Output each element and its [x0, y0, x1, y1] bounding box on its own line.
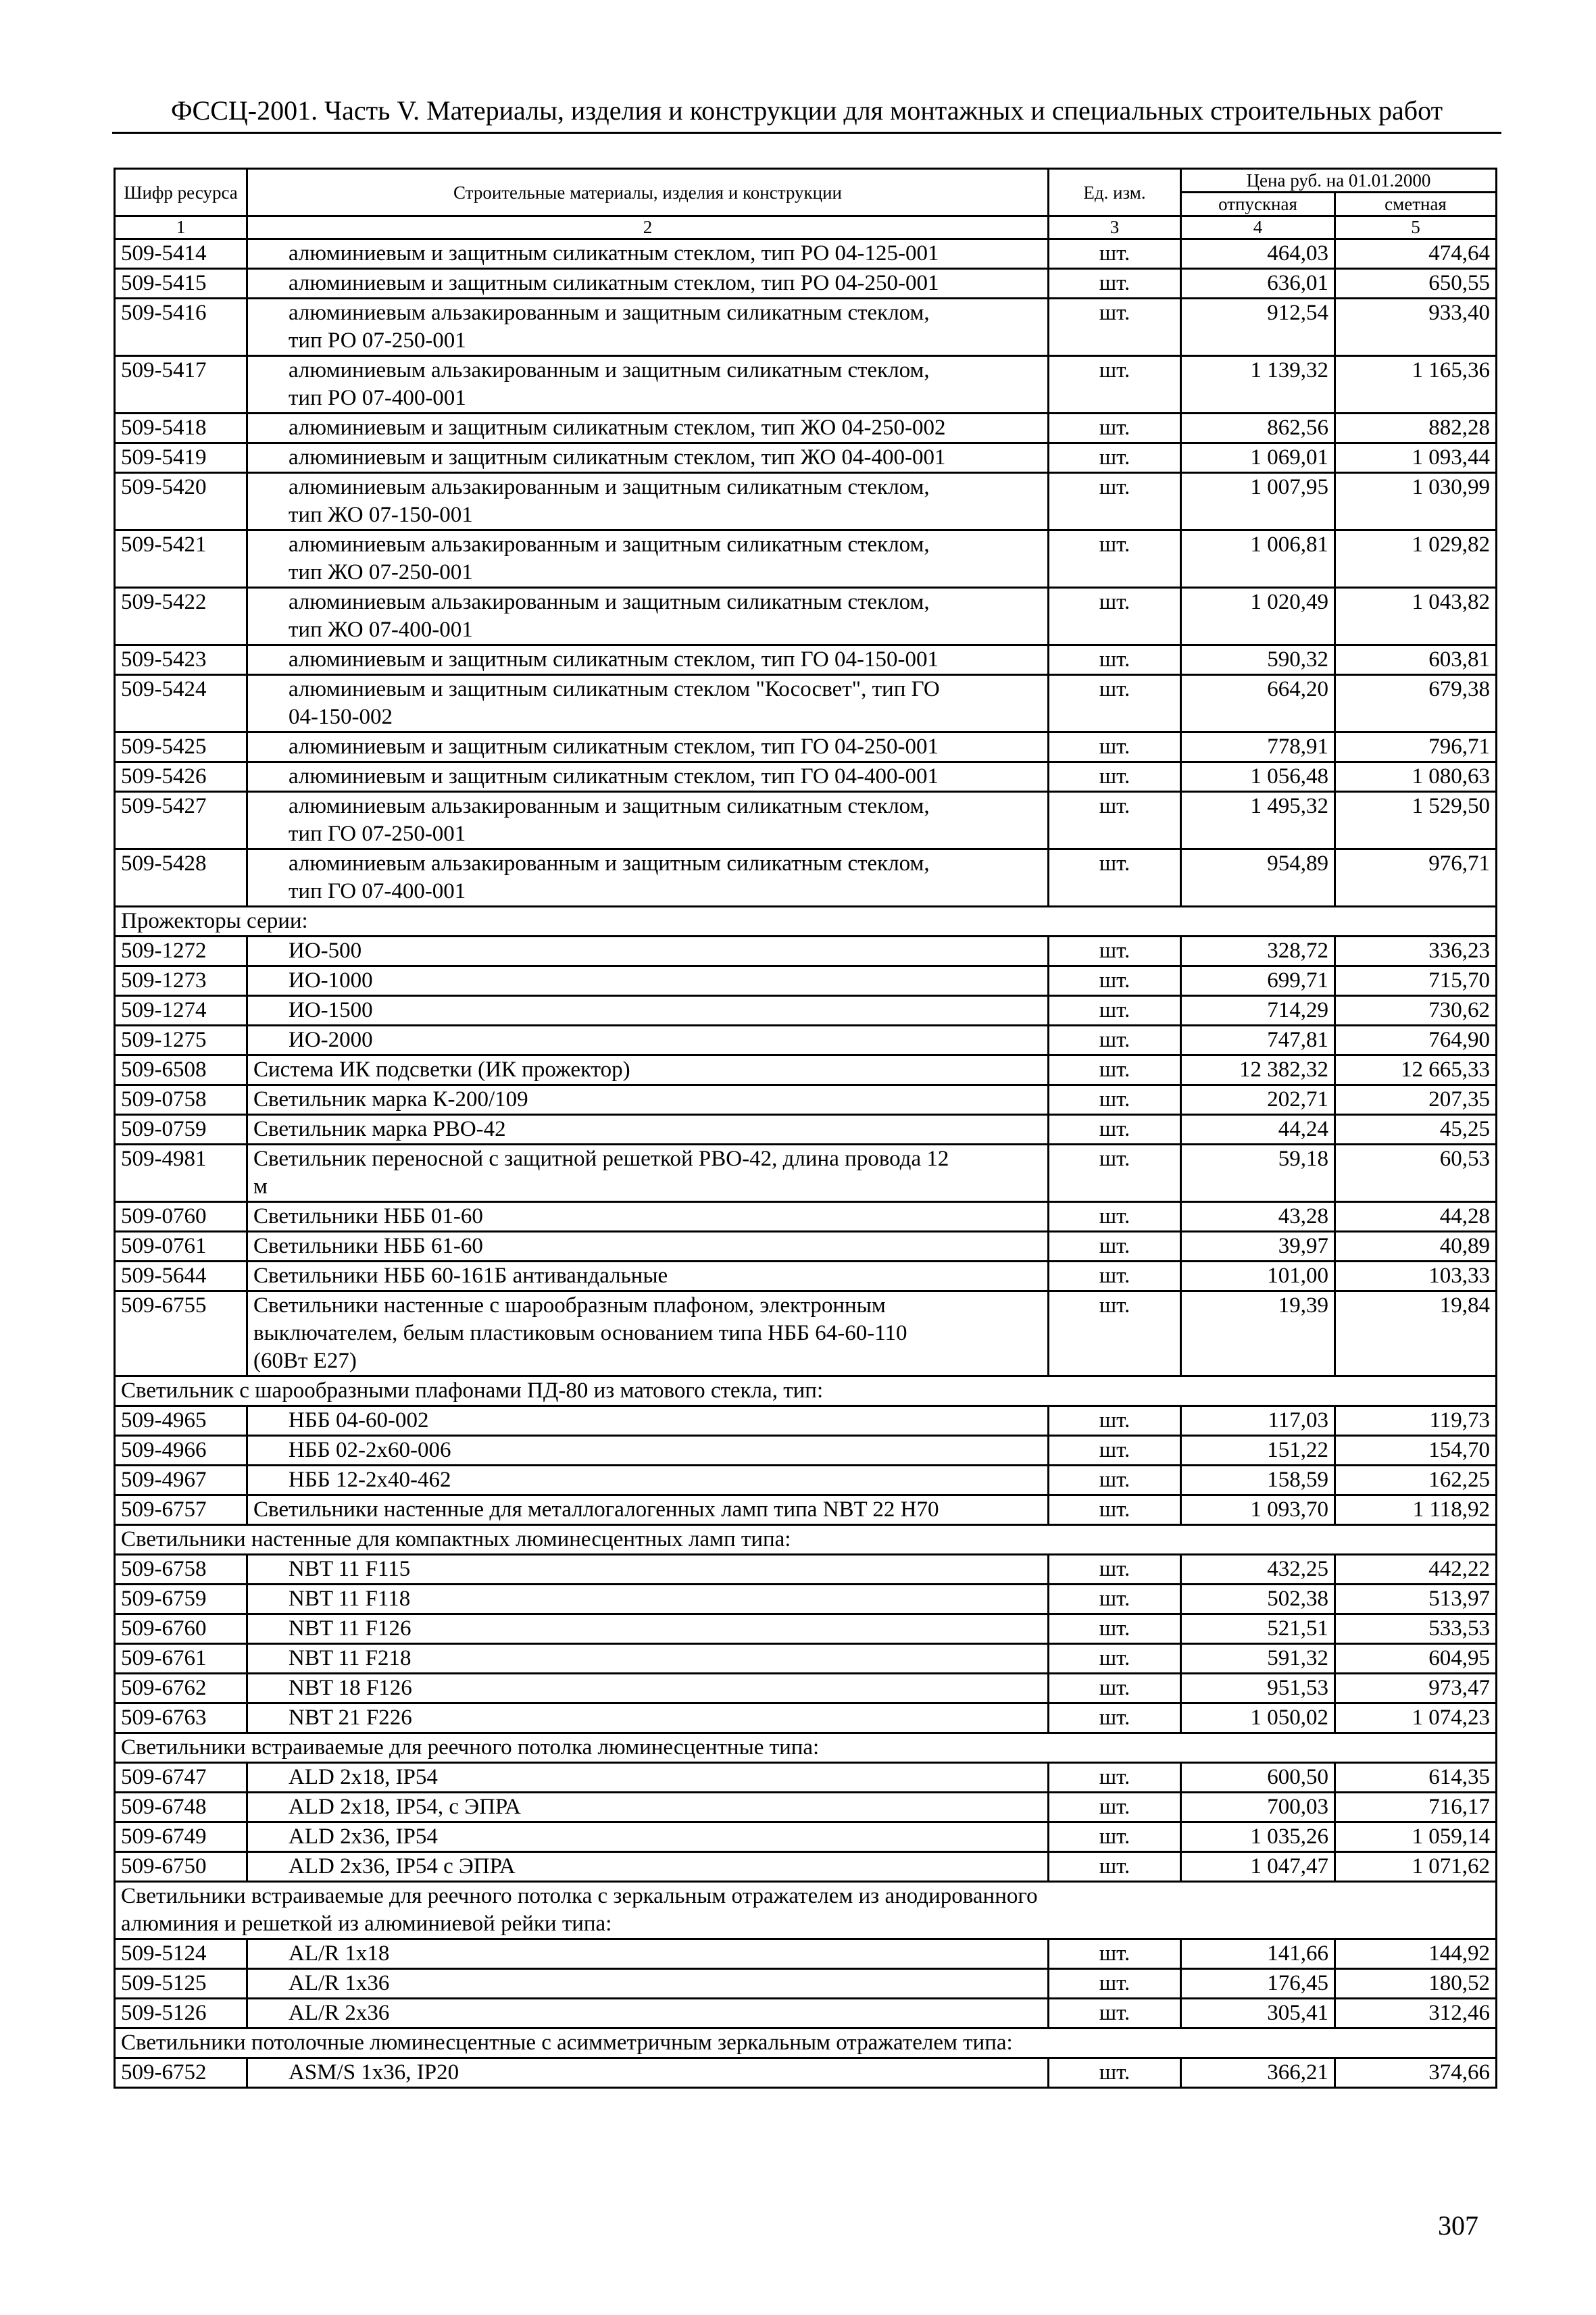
estimate-price-cell: 180,52 — [1335, 1969, 1497, 1999]
table-head — [115, 169, 1497, 239]
estimate-price-cell: 144,92 — [1335, 1939, 1497, 1969]
name-cell: ИО-1000 — [247, 966, 1049, 996]
table-row — [115, 299, 1497, 356]
table-row — [115, 239, 1497, 269]
unit-cell: шт. — [1049, 732, 1181, 762]
name-cell: Светильники настенные с шарообразным плафоном, электронным выключателем, белым пластиковым основанием типа НББ 64-60-110 (60Вт Е27) — [247, 1291, 1049, 1376]
release-price-cell: 951,53 — [1181, 1674, 1335, 1703]
estimate-price-cell: 1 074,23 — [1335, 1703, 1497, 1733]
release-price-cell: 12 382,32 — [1181, 1055, 1335, 1085]
code-cell: 509-5418 — [115, 414, 247, 443]
code-cell: 509-5427 — [115, 792, 247, 849]
section-title: Светильник с шарообразными плафонами ПД-80 из матового стекла, тип: — [115, 1376, 1497, 1406]
unit-cell: шт. — [1049, 1939, 1181, 1969]
col-number-3: 3 — [1049, 216, 1181, 239]
code-cell: 509-5644 — [115, 1262, 247, 1291]
name-cell: Светильник переносной с защитной решеткой РВО-42, длина провода 12 м — [247, 1145, 1049, 1202]
name-cell: ALD 2x18, IP54, с ЭПРА — [247, 1793, 1049, 1822]
name-cell: алюминиевым и защитным силикатным стеклом, тип ГО 04-400-001 — [247, 762, 1049, 792]
code-cell: 509-6760 — [115, 1614, 247, 1644]
unit-cell: шт. — [1049, 299, 1181, 356]
release-price-cell: 1 139,32 — [1181, 356, 1335, 414]
section-title: Светильники встраиваемые для реечного потолка с зеркальным отражателем из анодированного алюминия и решеткой из алюминиевой рейки типа: — [115, 1882, 1497, 1939]
table-row — [115, 849, 1497, 907]
table-row — [115, 1495, 1497, 1525]
code-cell: 509-6508 — [115, 1055, 247, 1085]
release-price-cell: 328,72 — [1181, 937, 1335, 966]
section-row — [115, 1376, 1497, 1406]
unit-cell: шт. — [1049, 937, 1181, 966]
table-row — [115, 792, 1497, 849]
estimate-price-cell: 513,97 — [1335, 1585, 1497, 1614]
unit-cell: шт. — [1049, 1703, 1181, 1733]
code-cell: 509-5425 — [115, 732, 247, 762]
code-cell: 509-5419 — [115, 443, 247, 473]
table-row — [115, 414, 1497, 443]
estimate-price-cell: 1 165,36 — [1335, 356, 1497, 414]
estimate-price-cell: 1 529,50 — [1335, 792, 1497, 849]
unit-cell: шт. — [1049, 849, 1181, 907]
col-unit-header: Ед. изм. — [1049, 169, 1181, 216]
release-price-cell: 747,81 — [1181, 1026, 1335, 1055]
table-row — [115, 1055, 1497, 1085]
unit-cell: шт. — [1049, 1085, 1181, 1115]
release-price-cell: 590,32 — [1181, 645, 1335, 675]
release-price-cell: 101,00 — [1181, 1262, 1335, 1291]
release-price-cell: 117,03 — [1181, 1406, 1335, 1436]
estimate-price-cell: 60,53 — [1335, 1145, 1497, 1202]
estimate-price-cell: 1 080,63 — [1335, 762, 1497, 792]
estimate-price-cell: 882,28 — [1335, 414, 1497, 443]
unit-cell: шт. — [1049, 414, 1181, 443]
release-price-cell: 636,01 — [1181, 269, 1335, 299]
table-row — [115, 1703, 1497, 1733]
code-cell: 509-6750 — [115, 1852, 247, 1882]
code-cell: 509-5126 — [115, 1999, 247, 2028]
code-cell: 509-6758 — [115, 1555, 247, 1585]
table-row — [115, 996, 1497, 1026]
release-price-cell: 954,89 — [1181, 849, 1335, 907]
code-cell: 509-6752 — [115, 2058, 247, 2088]
release-price-cell: 1 006,81 — [1181, 530, 1335, 588]
unit-cell: шт. — [1049, 588, 1181, 645]
table-row — [115, 1555, 1497, 1585]
table-row — [115, 1852, 1497, 1882]
release-price-cell: 1 035,26 — [1181, 1822, 1335, 1852]
name-cell: ALD 2x18, IP54 — [247, 1763, 1049, 1793]
estimate-price-cell: 1 029,82 — [1335, 530, 1497, 588]
page-number: 307 — [1438, 2210, 1478, 2241]
code-cell: 509-1272 — [115, 937, 247, 966]
table-row — [115, 1202, 1497, 1232]
release-price-cell: 158,59 — [1181, 1466, 1335, 1495]
name-cell: Светильники НББ 60-161Б антивандальные — [247, 1262, 1049, 1291]
name-cell: NBT 11 F118 — [247, 1585, 1049, 1614]
table-row — [115, 1763, 1497, 1793]
table-row — [115, 1585, 1497, 1614]
estimate-price-cell: 12 665,33 — [1335, 1055, 1497, 1085]
unit-cell: шт. — [1049, 1999, 1181, 2028]
unit-cell: шт. — [1049, 1644, 1181, 1674]
unit-cell: шт. — [1049, 1555, 1181, 1585]
name-cell: NBT 21 F226 — [247, 1703, 1049, 1733]
release-price-cell: 1 050,02 — [1181, 1703, 1335, 1733]
code-cell: 509-5422 — [115, 588, 247, 645]
table-row — [115, 966, 1497, 996]
table-body — [115, 239, 1497, 2088]
unit-cell: шт. — [1049, 966, 1181, 996]
release-price-cell: 202,71 — [1181, 1085, 1335, 1115]
code-cell: 509-1275 — [115, 1026, 247, 1055]
table-row — [115, 1436, 1497, 1466]
name-cell: Система ИК подсветки (ИК прожектор) — [247, 1055, 1049, 1085]
table-row — [115, 1466, 1497, 1495]
unit-cell: шт. — [1049, 1115, 1181, 1145]
name-cell: НББ 12-2х40-462 — [247, 1466, 1049, 1495]
unit-cell: шт. — [1049, 1055, 1181, 1085]
section-row — [115, 1525, 1497, 1555]
release-price-cell: 151,22 — [1181, 1436, 1335, 1466]
release-price-cell: 1 020,49 — [1181, 588, 1335, 645]
name-cell: Светильники НББ 61-60 — [247, 1232, 1049, 1262]
code-cell: 509-6763 — [115, 1703, 247, 1733]
unit-cell: шт. — [1049, 1145, 1181, 1202]
table-row — [115, 1262, 1497, 1291]
unit-cell: шт. — [1049, 645, 1181, 675]
unit-cell: шт. — [1049, 1026, 1181, 1055]
section-row — [115, 907, 1497, 937]
estimate-price-cell: 19,84 — [1335, 1291, 1497, 1376]
table-row — [115, 1145, 1497, 1202]
release-price-cell: 176,45 — [1181, 1969, 1335, 1999]
name-cell: алюминиевым и защитным силикатным стеклом, тип ЖО 04-400-001 — [247, 443, 1049, 473]
estimate-price-cell: 614,35 — [1335, 1763, 1497, 1793]
code-cell: 509-5423 — [115, 645, 247, 675]
name-cell: Светильники настенные для металлогалогенных ламп типа NBT 22 H70 — [247, 1495, 1049, 1525]
name-cell: NBT 11 F115 — [247, 1555, 1049, 1585]
table-row — [115, 1939, 1497, 1969]
code-cell: 509-6762 — [115, 1674, 247, 1703]
table-row — [115, 675, 1497, 732]
unit-cell: шт. — [1049, 356, 1181, 414]
estimate-price-cell: 442,22 — [1335, 1555, 1497, 1585]
name-cell: алюминиевым и защитным силикатным стеклом, тип РО 04-250-001 — [247, 269, 1049, 299]
unit-cell: шт. — [1049, 443, 1181, 473]
name-cell: алюминиевым и защитным силикатным стеклом "Кососвет", тип ГО 04-150-002 — [247, 675, 1049, 732]
estimate-price-cell: 933,40 — [1335, 299, 1497, 356]
code-cell: 509-5426 — [115, 762, 247, 792]
release-price-cell: 44,24 — [1181, 1115, 1335, 1145]
estimate-price-cell: 44,28 — [1335, 1202, 1497, 1232]
code-cell: 509-0760 — [115, 1202, 247, 1232]
release-price-cell: 700,03 — [1181, 1793, 1335, 1822]
unit-cell: шт. — [1049, 1822, 1181, 1852]
name-cell: ALD 2x36, IP54 — [247, 1822, 1049, 1852]
table-row — [115, 645, 1497, 675]
estimate-price-cell: 374,66 — [1335, 2058, 1497, 2088]
unit-cell: шт. — [1049, 1674, 1181, 1703]
release-price-cell: 912,54 — [1181, 299, 1335, 356]
unit-cell: шт. — [1049, 1291, 1181, 1376]
release-price-cell: 432,25 — [1181, 1555, 1335, 1585]
code-cell: 509-0759 — [115, 1115, 247, 1145]
table-row — [115, 1232, 1497, 1262]
table-row — [115, 356, 1497, 414]
release-price-cell: 699,71 — [1181, 966, 1335, 996]
unit-cell: шт. — [1049, 1495, 1181, 1525]
unit-cell: шт. — [1049, 239, 1181, 269]
estimate-price-cell: 103,33 — [1335, 1262, 1497, 1291]
name-cell: ИО-1500 — [247, 996, 1049, 1026]
estimate-price-cell: 716,17 — [1335, 1793, 1497, 1822]
code-cell: 509-4981 — [115, 1145, 247, 1202]
release-price-cell: 43,28 — [1181, 1202, 1335, 1232]
code-cell: 509-5414 — [115, 239, 247, 269]
estimate-price-cell: 603,81 — [1335, 645, 1497, 675]
unit-cell: шт. — [1049, 1763, 1181, 1793]
section-title: Прожекторы серии: — [115, 907, 1497, 937]
table-row — [115, 1793, 1497, 1822]
code-cell: 509-5125 — [115, 1969, 247, 1999]
unit-cell: шт. — [1049, 1466, 1181, 1495]
col-name-header: Строительные материалы, изделия и конструкции — [247, 169, 1049, 216]
code-cell: 509-6759 — [115, 1585, 247, 1614]
estimate-price-cell: 973,47 — [1335, 1674, 1497, 1703]
estimate-price-cell: 40,89 — [1335, 1232, 1497, 1262]
table-row — [115, 732, 1497, 762]
table-row — [115, 473, 1497, 530]
estimate-price-cell: 533,53 — [1335, 1614, 1497, 1644]
section-title: Светильники встраиваемые для реечного потолка люминесцентные типа: — [115, 1733, 1497, 1763]
col-number-1: 1 — [115, 216, 247, 239]
unit-cell: шт. — [1049, 530, 1181, 588]
unit-cell: шт. — [1049, 1436, 1181, 1466]
estimate-price-cell: 45,25 — [1335, 1115, 1497, 1145]
release-price-cell: 1 093,70 — [1181, 1495, 1335, 1525]
code-cell: 509-5420 — [115, 473, 247, 530]
name-cell: AL/R 1x36 — [247, 1969, 1049, 1999]
code-cell: 509-5417 — [115, 356, 247, 414]
unit-cell: шт. — [1049, 1614, 1181, 1644]
code-cell: 509-6749 — [115, 1822, 247, 1852]
col-price-header: Цена руб. на 01.01.2000 — [1181, 169, 1497, 193]
code-cell: 509-1273 — [115, 966, 247, 996]
unit-cell: шт. — [1049, 1585, 1181, 1614]
release-price-cell: 591,32 — [1181, 1644, 1335, 1674]
page-header: ФССЦ-2001. Часть V. Материалы, изделия и конструкции для монтажных и специальных строительных работ — [112, 95, 1501, 134]
name-cell: алюминиевым альзакированным и защитным силикатным стеклом, тип РО 07-400-001 — [247, 356, 1049, 414]
name-cell: алюминиевым и защитным силикатным стеклом, тип ЖО 04-250-002 — [247, 414, 1049, 443]
col-estimate-header: сметная — [1335, 193, 1497, 216]
code-cell: 509-5424 — [115, 675, 247, 732]
table-row — [115, 1026, 1497, 1055]
table-row — [115, 762, 1497, 792]
estimate-price-cell: 154,70 — [1335, 1436, 1497, 1466]
release-price-cell: 862,56 — [1181, 414, 1335, 443]
code-cell: 509-6747 — [115, 1763, 247, 1793]
name-cell: Светильники НББ 01-60 — [247, 1202, 1049, 1232]
name-cell: Светильник марка РВО-42 — [247, 1115, 1049, 1145]
name-cell: алюминиевым альзакированным и защитным силикатным стеклом, тип ЖО 07-250-001 — [247, 530, 1049, 588]
release-price-cell: 1 495,32 — [1181, 792, 1335, 849]
code-cell: 509-4966 — [115, 1436, 247, 1466]
unit-cell: шт. — [1049, 1406, 1181, 1436]
release-price-cell: 1 069,01 — [1181, 443, 1335, 473]
unit-cell: шт. — [1049, 2058, 1181, 2088]
code-cell: 509-6757 — [115, 1495, 247, 1525]
col-number-5: 5 — [1335, 216, 1497, 239]
col-code-header: Шифр ресурса — [115, 169, 247, 216]
col-number-2: 2 — [247, 216, 1049, 239]
table-row — [115, 1291, 1497, 1376]
release-price-cell: 521,51 — [1181, 1614, 1335, 1644]
estimate-price-cell: 679,38 — [1335, 675, 1497, 732]
column-number-row — [115, 216, 1497, 239]
name-cell: алюминиевым альзакированным и защитным силикатным стеклом, тип ЖО 07-400-001 — [247, 588, 1049, 645]
release-price-cell: 502,38 — [1181, 1585, 1335, 1614]
release-price-cell: 778,91 — [1181, 732, 1335, 762]
release-price-cell: 141,66 — [1181, 1939, 1335, 1969]
name-cell: алюминиевым альзакированным и защитным силикатным стеклом, тип ГО 07-400-001 — [247, 849, 1049, 907]
name-cell: НББ 02-2х60-006 — [247, 1436, 1049, 1466]
table-row — [115, 588, 1497, 645]
table-row — [115, 269, 1497, 299]
unit-cell: шт. — [1049, 675, 1181, 732]
section-row — [115, 1882, 1497, 1939]
code-cell: 509-4967 — [115, 1466, 247, 1495]
estimate-price-cell: 474,64 — [1335, 239, 1497, 269]
estimate-price-cell: 1 059,14 — [1335, 1822, 1497, 1852]
name-cell: алюминиевым альзакированным и защитным силикатным стеклом, тип РО 07-250-001 — [247, 299, 1049, 356]
name-cell: ИО-2000 — [247, 1026, 1049, 1055]
table-row — [115, 1822, 1497, 1852]
code-cell: 509-4965 — [115, 1406, 247, 1436]
unit-cell: шт. — [1049, 269, 1181, 299]
name-cell: NBT 11 F126 — [247, 1614, 1049, 1644]
name-cell: алюминиевым и защитным силикатным стеклом, тип ГО 04-250-001 — [247, 732, 1049, 762]
estimate-price-cell: 715,70 — [1335, 966, 1497, 996]
unit-cell: шт. — [1049, 1262, 1181, 1291]
code-cell: 509-1274 — [115, 996, 247, 1026]
release-price-cell: 366,21 — [1181, 2058, 1335, 2088]
name-cell: НББ 04-60-002 — [247, 1406, 1049, 1436]
estimate-price-cell: 1 118,92 — [1335, 1495, 1497, 1525]
release-price-cell: 1 047,47 — [1181, 1852, 1335, 1882]
unit-cell: шт. — [1049, 1793, 1181, 1822]
estimate-price-cell: 730,62 — [1335, 996, 1497, 1026]
release-price-cell: 19,39 — [1181, 1291, 1335, 1376]
table-row — [115, 1999, 1497, 2028]
name-cell: алюминиевым альзакированным и защитным силикатным стеклом, тип ГО 07-250-001 — [247, 792, 1049, 849]
table-row — [115, 1644, 1497, 1674]
table-row — [115, 2058, 1497, 2088]
unit-cell: шт. — [1049, 792, 1181, 849]
section-row — [115, 1733, 1497, 1763]
estimate-price-cell: 119,73 — [1335, 1406, 1497, 1436]
unit-cell: шт. — [1049, 473, 1181, 530]
unit-cell: шт. — [1049, 1202, 1181, 1232]
estimate-price-cell: 650,55 — [1335, 269, 1497, 299]
code-cell: 509-5415 — [115, 269, 247, 299]
table-row — [115, 443, 1497, 473]
code-cell: 509-5124 — [115, 1939, 247, 1969]
col-release-header: отпускная — [1181, 193, 1335, 216]
table-row — [115, 1614, 1497, 1644]
name-cell: Светильник марка К-200/109 — [247, 1085, 1049, 1115]
release-price-cell: 464,03 — [1181, 239, 1335, 269]
name-cell: алюминиевым и защитным силикатным стеклом, тип ГО 04-150-001 — [247, 645, 1049, 675]
col-number-4: 4 — [1181, 216, 1335, 239]
code-cell: 509-0758 — [115, 1085, 247, 1115]
section-title: Светильники настенные для компактных люминесцентных ламп типа: — [115, 1525, 1497, 1555]
table-row — [115, 937, 1497, 966]
estimate-price-cell: 1 071,62 — [1335, 1852, 1497, 1882]
unit-cell: шт. — [1049, 1232, 1181, 1262]
release-price-cell: 600,50 — [1181, 1763, 1335, 1793]
name-cell: ALD 2x36, IP54 с ЭПРА — [247, 1852, 1049, 1882]
unit-cell: шт. — [1049, 762, 1181, 792]
estimate-price-cell: 1 093,44 — [1335, 443, 1497, 473]
table-row — [115, 1115, 1497, 1145]
unit-cell: шт. — [1049, 996, 1181, 1026]
estimate-price-cell: 604,95 — [1335, 1644, 1497, 1674]
name-cell: AL/R 1x18 — [247, 1939, 1049, 1969]
code-cell: 509-5428 — [115, 849, 247, 907]
release-price-cell: 305,41 — [1181, 1999, 1335, 2028]
table-row — [115, 1085, 1497, 1115]
estimate-price-cell: 1 043,82 — [1335, 588, 1497, 645]
estimate-price-cell: 1 030,99 — [1335, 473, 1497, 530]
table-row — [115, 1674, 1497, 1703]
code-cell: 509-5421 — [115, 530, 247, 588]
release-price-cell: 1 056,48 — [1181, 762, 1335, 792]
name-cell: алюминиевым альзакированным и защитным силикатным стеклом, тип ЖО 07-150-001 — [247, 473, 1049, 530]
unit-cell: шт. — [1049, 1852, 1181, 1882]
table-row — [115, 530, 1497, 588]
release-price-cell: 39,97 — [1181, 1232, 1335, 1262]
release-price-cell: 1 007,95 — [1181, 473, 1335, 530]
name-cell: алюминиевым и защитным силикатным стеклом, тип РО 04-125-001 — [247, 239, 1049, 269]
release-price-cell: 664,20 — [1181, 675, 1335, 732]
name-cell: AL/R 2x36 — [247, 1999, 1049, 2028]
estimate-price-cell: 312,46 — [1335, 1999, 1497, 2028]
estimate-price-cell: 162,25 — [1335, 1466, 1497, 1495]
estimate-price-cell: 336,23 — [1335, 937, 1497, 966]
name-cell: NBT 11 F218 — [247, 1644, 1049, 1674]
name-cell: NBT 18 F126 — [247, 1674, 1049, 1703]
table-row — [115, 1406, 1497, 1436]
estimate-price-cell: 764,90 — [1335, 1026, 1497, 1055]
name-cell: ASM/S 1x36, IP20 — [247, 2058, 1049, 2088]
section-title: Светильники потолочные люминесцентные с асимметричным зеркальным отражателем типа: — [115, 2028, 1497, 2058]
code-cell: 509-6761 — [115, 1644, 247, 1674]
unit-cell: шт. — [1049, 1969, 1181, 1999]
price-table — [114, 168, 1497, 2089]
estimate-price-cell: 207,35 — [1335, 1085, 1497, 1115]
code-cell: 509-6755 — [115, 1291, 247, 1376]
code-cell: 509-5416 — [115, 299, 247, 356]
section-row — [115, 2028, 1497, 2058]
code-cell: 509-6748 — [115, 1793, 247, 1822]
table-row — [115, 1969, 1497, 1999]
code-cell: 509-0761 — [115, 1232, 247, 1262]
release-price-cell: 714,29 — [1181, 996, 1335, 1026]
estimate-price-cell: 976,71 — [1335, 849, 1497, 907]
estimate-price-cell: 796,71 — [1335, 732, 1497, 762]
name-cell: ИО-500 — [247, 937, 1049, 966]
release-price-cell: 59,18 — [1181, 1145, 1335, 1202]
